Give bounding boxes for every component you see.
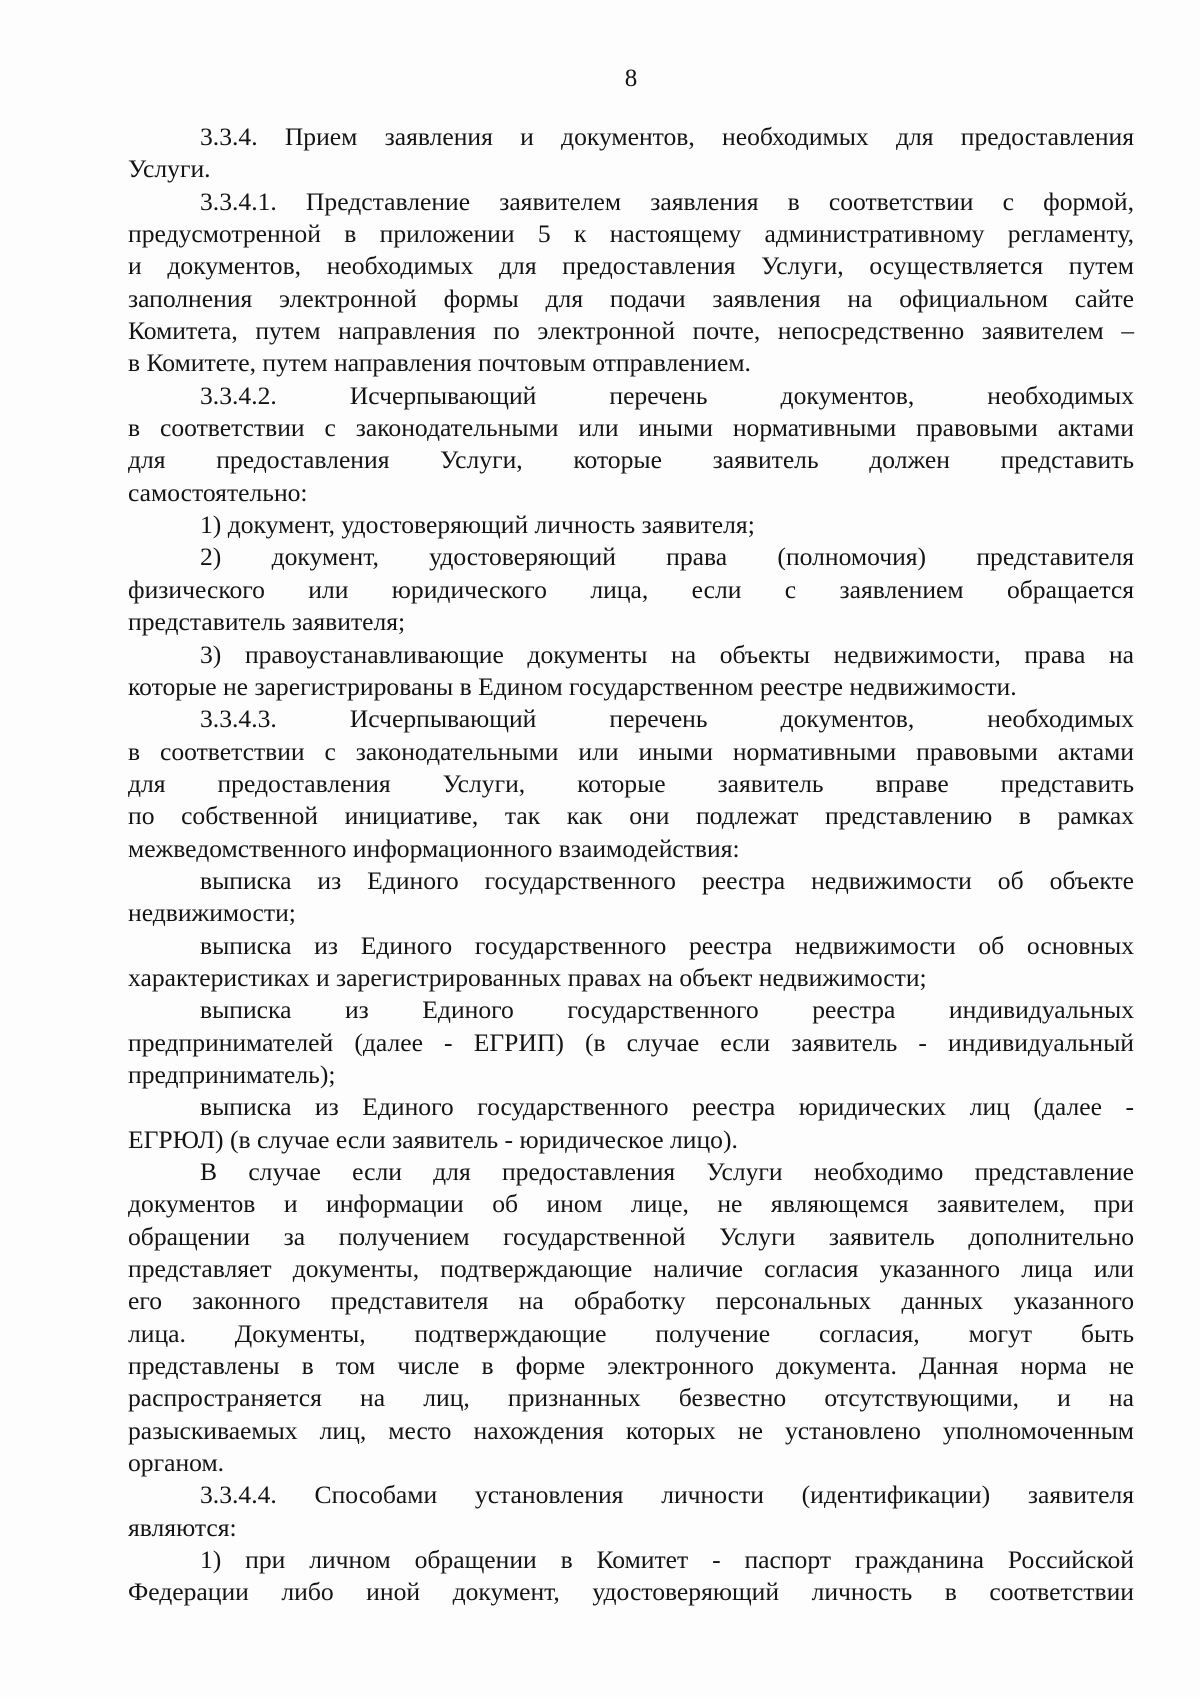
text-line: разыскиваемых лиц, место нахождения которых не установлено уполномоченным — [128, 1415, 1134, 1445]
paragraph-p-consent — [128, 1156, 1134, 1479]
paragraph-p-extract-3 — [128, 994, 1134, 1091]
paragraph-p-extract-1 — [128, 865, 1134, 930]
text-line: его законного представителя на обработку персональных данных указанного — [128, 1286, 1134, 1316]
text-line: лица. Документы, подтверждающие получение согласия, могут быть — [128, 1318, 1134, 1348]
text-line: документов и информации об ином лице, не являющемся заявителем, при — [128, 1189, 1134, 1219]
text-line: распространяется на лиц, признанных безвестно отсутствующими, и на — [128, 1383, 1134, 1413]
text-line: 3.3.4.1. Представление заявителем заявления в соответствии с формой, — [200, 186, 1134, 216]
text-line: 3.3.4.2. Исчерпывающий перечень документов, необходимых — [200, 380, 1134, 410]
text-line: 3.3.4.4. Способами установления личности (идентификации) заявителя — [200, 1480, 1134, 1510]
paragraph-p-extract-2 — [128, 930, 1134, 995]
text-line: предприниматель); — [128, 1059, 336, 1089]
text-line: в соответствии с законодательными или иными нормативными правовыми актами — [128, 736, 1134, 766]
paragraph-p-3-3-4-4 — [128, 1479, 1134, 1544]
paragraph-p-identification-1 — [128, 1544, 1134, 1609]
page-number: 8 — [624, 65, 638, 92]
paragraph-p-3-3-4-2 — [128, 380, 1134, 509]
text-line: 2) документ, удостоверяющий права (полномочия) представителя — [200, 542, 1134, 572]
text-line: которые не зарегистрированы в Едином государственном реестре недвижимости. — [128, 671, 1017, 701]
text-line: физического или юридического лица, если с заявлением обращается — [128, 574, 1134, 604]
text-line: ЕГРЮЛ) (в случае если заявитель - юридическое лицо). — [128, 1124, 738, 1154]
text-line: для предоставления Услуги, которые заявитель должен представить — [128, 445, 1134, 475]
paragraph-p-3-3-4-3 — [128, 703, 1134, 865]
text-line: являются: — [128, 1512, 237, 1542]
text-line: заполнения электронной формы для подачи заявления на официальном сайте — [128, 283, 1134, 313]
text-line: 3.3.4. Прием заявления и документов, необходимых для предоставления — [200, 122, 1134, 151]
text-line: выписка из Единого государственного реестра юридических лиц (далее - — [200, 1092, 1134, 1122]
paragraph-p-3-3-4-1 — [128, 186, 1134, 380]
text-line: представлены в том числе в форме электронного документа. Данная норма не — [128, 1351, 1134, 1381]
text-line: предусмотренной в приложении 5 к настоящему административному регламенту, — [128, 219, 1134, 249]
text-line: представляет документы, подтверждающие наличие согласия указанного лица или — [128, 1254, 1134, 1284]
text-line: в соответствии с законодательными или иными нормативными правовыми актами — [128, 413, 1134, 443]
text-line: характеристиках и зарегистрированных правах на объект недвижимости; — [128, 962, 927, 992]
text-line: выписка из Единого государственного реестра индивидуальных — [200, 995, 1134, 1025]
text-line: обращении за получением государственной Услуги заявитель дополнительно — [128, 1221, 1134, 1251]
text-line: для предоставления Услуги, которые заявитель вправе представить — [128, 768, 1134, 798]
text-line: по собственной инициативе, так как они подлежат представлению в рамках — [128, 801, 1134, 831]
text-line: выписка из Единого государственного реестра недвижимости об объекте — [200, 865, 1134, 895]
paragraph-p-item-2 — [128, 541, 1134, 638]
text-line: Комитета, путем направления по электронной почте, непосредственно заявителем – — [128, 316, 1134, 346]
text-line: В случае если для предоставления Услуги необходимо представление — [200, 1157, 1134, 1186]
text-line: Федерации либо иной документ, удостоверяющий личность в соответствии — [128, 1577, 1134, 1607]
text-line: органом. — [128, 1448, 225, 1478]
paragraph-p-3-3-4 — [128, 121, 1134, 186]
text-line: и документов, необходимых для предоставления Услуги, осуществляется путем — [128, 251, 1134, 281]
text-line: выписка из Единого государственного реестра недвижимости об основных — [200, 930, 1134, 960]
text-line: Услуги. — [128, 154, 211, 184]
text-line: самостоятельно: — [128, 477, 308, 507]
text-line: недвижимости; — [128, 898, 296, 928]
text-line: 1) при личном обращении в Комитет - паспорт гражданина Российской — [200, 1545, 1134, 1575]
paragraph-p-extract-4 — [128, 1091, 1134, 1156]
text-line: 3.3.4.3. Исчерпывающий перечень документов, необходимых — [200, 704, 1134, 734]
paragraph-p-item-3 — [128, 639, 1134, 704]
text-line: 3) правоустанавливающие документы на объекты недвижимости, права на — [200, 639, 1134, 669]
paragraph-p-item-1 — [128, 509, 1134, 541]
text-line: 1) документ, удостоверяющий личность заявителя; — [200, 510, 755, 540]
text-line: представитель заявителя; — [128, 607, 406, 637]
text-line: в Комитете, путем направления почтовым отправлением. — [128, 348, 751, 378]
document-body — [128, 121, 1134, 1609]
text-line: межведомственного информационного взаимодействия: — [128, 833, 740, 863]
text-line: предпринимателей (далее - ЕГРИП) (в случае если заявитель - индивидуальный — [128, 1027, 1134, 1057]
